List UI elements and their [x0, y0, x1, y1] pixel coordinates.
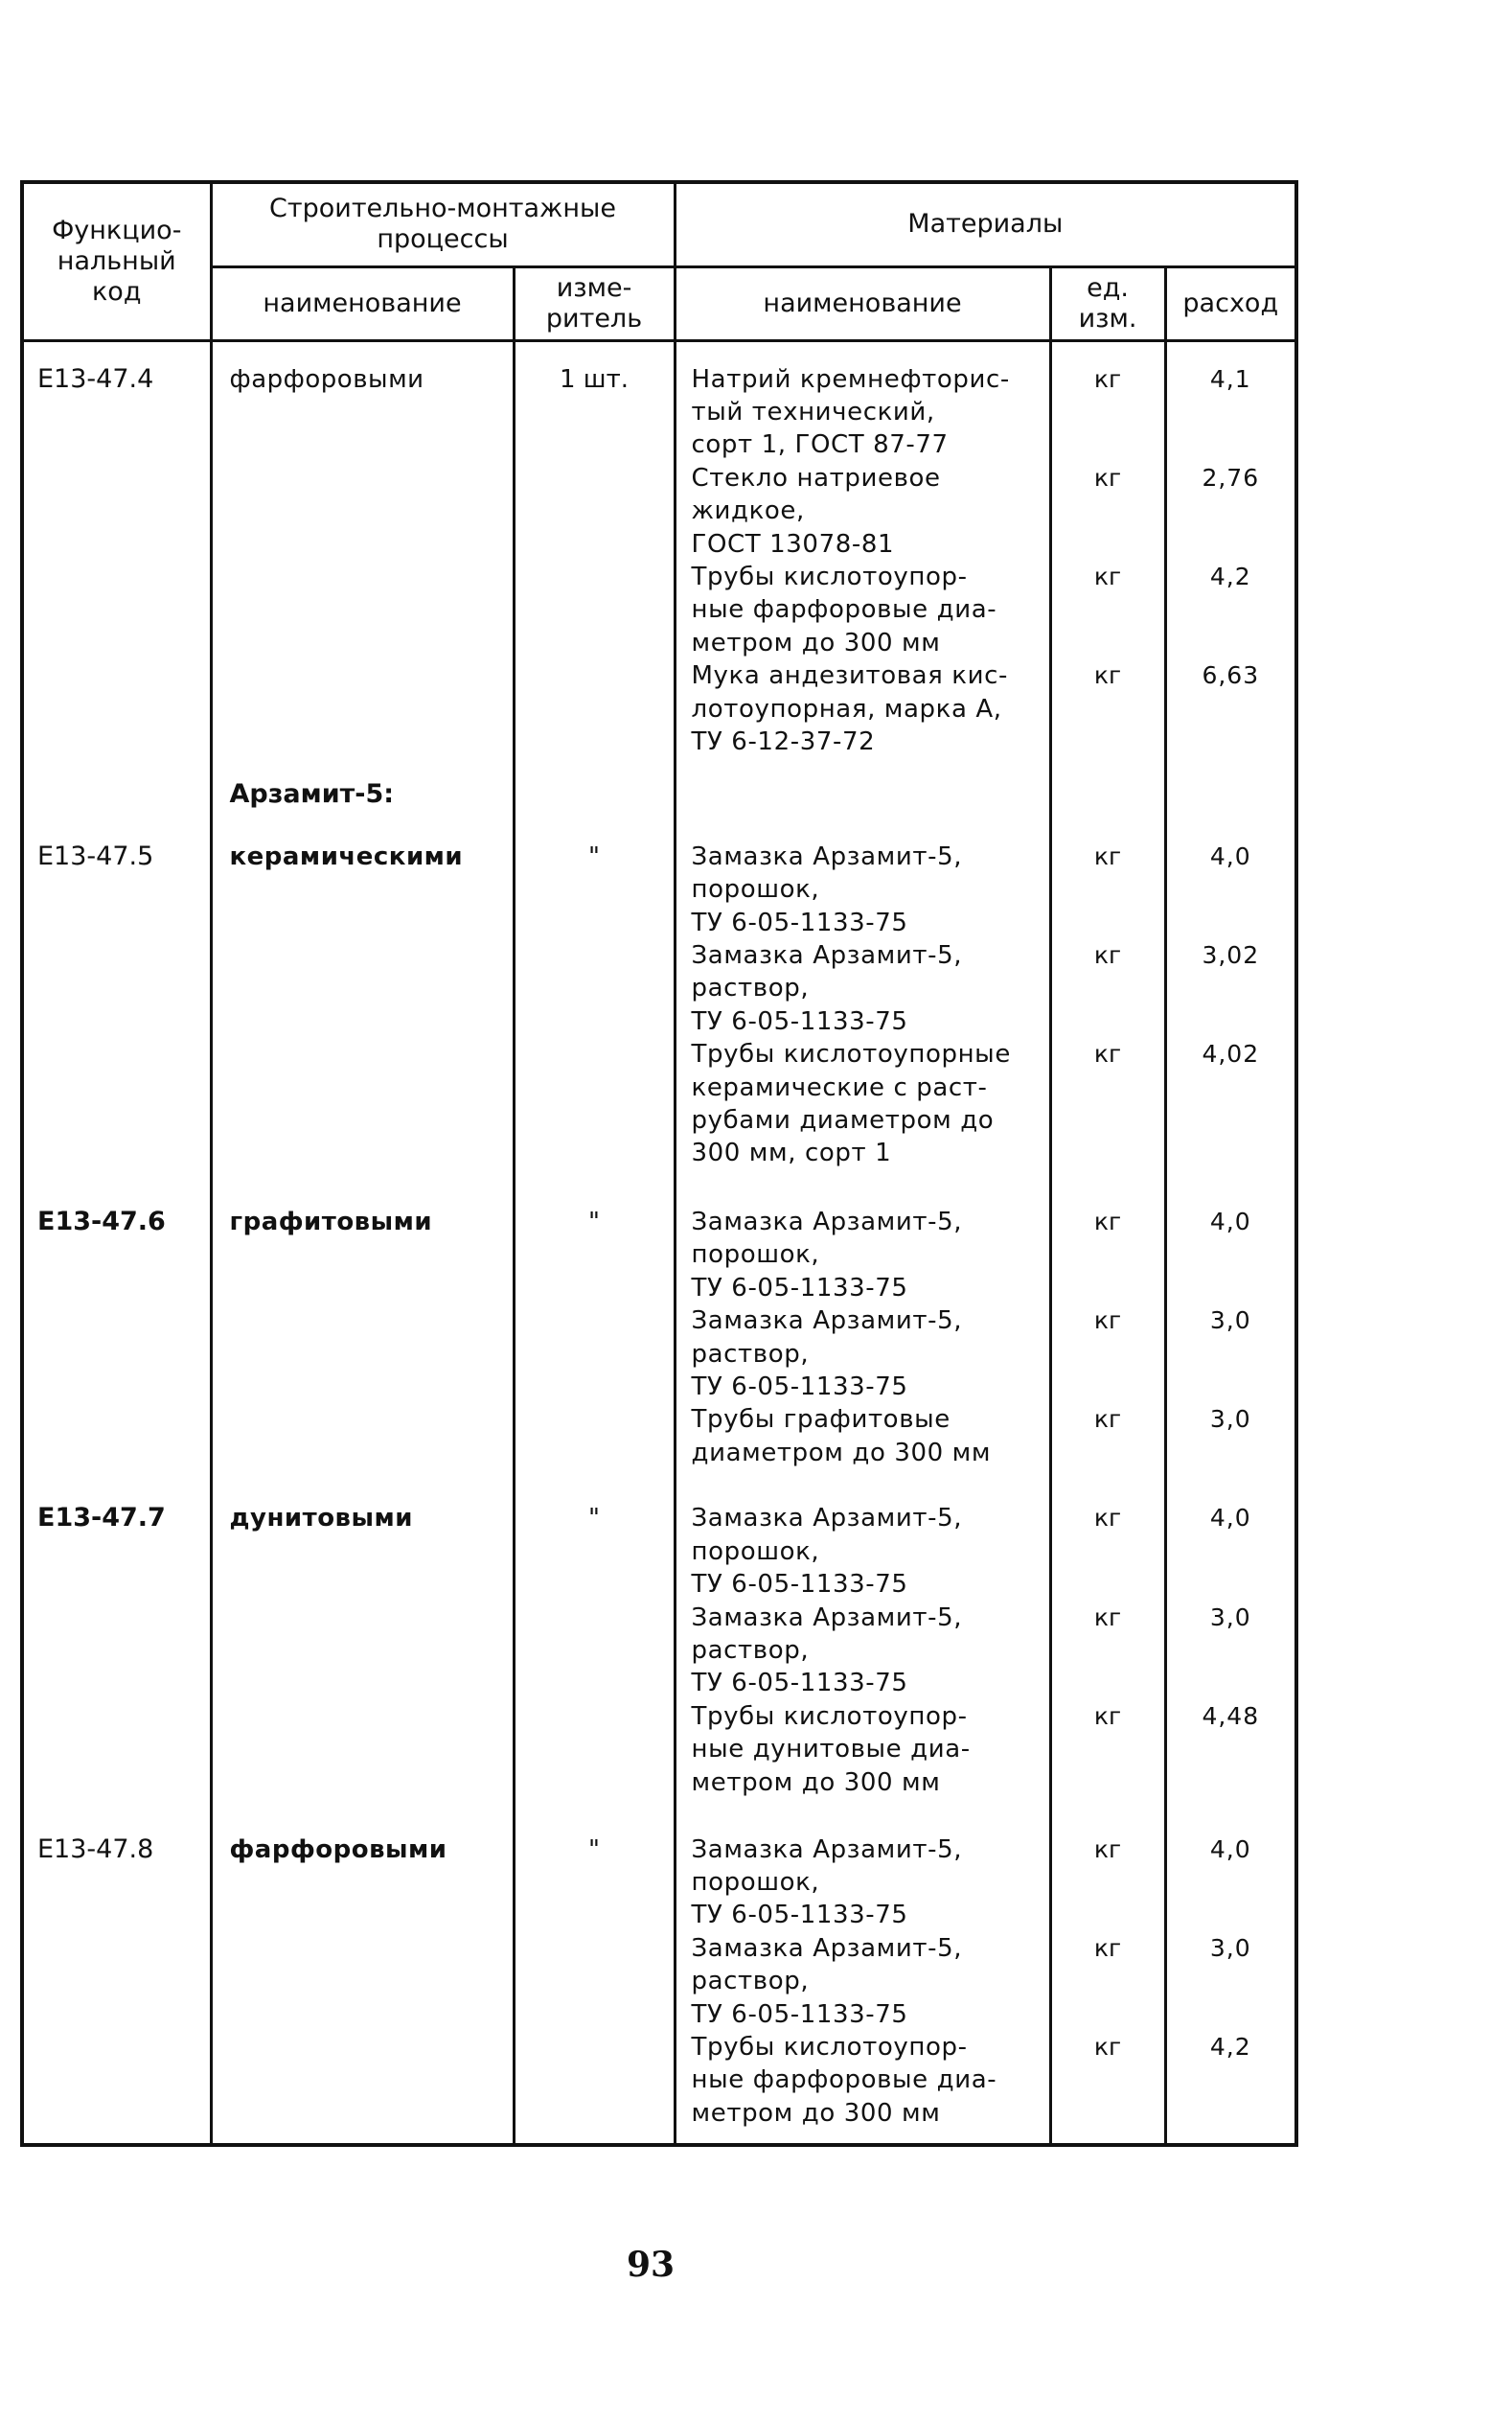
material-name-line: Замазка Арзамит-5, — [691, 1207, 963, 1236]
material-name-line: Трубы графитовые — [691, 1405, 951, 1435]
spacer — [1167, 1137, 1295, 1169]
material-name-line: Замазка Арзамит-5, — [691, 842, 963, 871]
row-quantities — [1165, 363, 1296, 776]
material-name-line: ТУ 6-12-37-72 — [691, 726, 876, 756]
spacer — [1052, 2097, 1164, 2130]
material-name-line: Трубы кислотоупор- — [691, 2033, 968, 2063]
material-unit: кг — [1093, 940, 1122, 969]
material-unit: кг — [1093, 1701, 1122, 1730]
spacer — [1052, 1137, 1164, 1169]
material-name-line: лотоупорная, марка А, — [691, 694, 1002, 724]
spacer — [1052, 528, 1164, 561]
spacer — [1167, 1998, 1295, 2031]
row-code: Е13-47.7 — [22, 1502, 211, 1811]
spacer — [1167, 1568, 1295, 1601]
row-units — [1050, 1206, 1165, 1481]
material-name-line: керамические с раст- — [691, 1072, 988, 1102]
material-name-line: порошок, — [691, 875, 820, 905]
material-unit: кг — [1093, 364, 1122, 393]
material-unit: кг — [1093, 661, 1122, 690]
material-unit: кг — [1093, 1602, 1122, 1631]
material-unit: кг — [1093, 2033, 1122, 2062]
spacer — [1052, 1535, 1164, 1568]
spacer — [1167, 1766, 1295, 1799]
material-name-line: ТУ 6-05-1133-75 — [691, 1273, 908, 1303]
row-quantities — [1165, 841, 1296, 1185]
material-name-line: ГОСТ 13078-81 — [691, 529, 895, 559]
spacer — [1167, 1371, 1295, 1403]
material-name-line: ные фарфоровые диа- — [691, 595, 997, 625]
spacer — [1052, 1766, 1164, 1799]
material-name-line: метром до 300 мм — [691, 628, 941, 657]
material-name-line: Мука андезитовая кис- — [691, 661, 1008, 691]
material-qty: 4,02 — [1202, 1040, 1260, 1069]
material-name-line: Трубы кислотоупор- — [691, 562, 968, 591]
row-materials — [675, 1833, 1050, 2143]
row-code: Е13-47.4 — [22, 363, 211, 776]
material-qty: 4,2 — [1209, 562, 1251, 590]
header-process-measure: изме-ритель — [514, 266, 675, 340]
spacer — [1052, 1899, 1164, 1931]
spacer — [1052, 396, 1164, 428]
material-name-line: ные дунитовые диа- — [691, 1735, 971, 1764]
header-material-qty: расход — [1165, 266, 1296, 340]
row-process-name: фарфоровыми — [211, 363, 514, 776]
spacer — [1167, 396, 1295, 428]
material-name-line: раствор, — [691, 974, 810, 1003]
table-body — [22, 340, 1296, 2145]
spacer — [1167, 428, 1295, 461]
material-unit: кг — [1093, 1306, 1122, 1335]
row-process-name: фарфоровыми — [211, 1833, 514, 2143]
material-name-line: Замазка Арзамит-5, — [691, 1834, 963, 1864]
material-qty: 4,0 — [1209, 1504, 1251, 1533]
material-unit: кг — [1093, 1504, 1122, 1533]
spacer — [1052, 1104, 1164, 1137]
subheader-arzamit: Арзамит-5: — [229, 778, 395, 809]
material-name-line: порошок, — [691, 1868, 820, 1897]
row-measure: 1 шт. — [514, 363, 675, 776]
table-row — [22, 1206, 1296, 1481]
spacer — [1052, 1866, 1164, 1899]
materials-table — [20, 180, 1298, 2147]
spacer — [1167, 1899, 1295, 1931]
material-name-line: ТУ 6-05-1133-75 — [691, 1570, 908, 1600]
material-unit: кг — [1093, 463, 1122, 492]
spacer — [1167, 593, 1295, 626]
spacer — [1167, 2097, 1295, 2130]
spacer — [1052, 1733, 1164, 1765]
spacer — [1167, 1634, 1295, 1667]
spacer — [1052, 1238, 1164, 1271]
material-name-line: Замазка Арзамит-5, — [691, 1602, 963, 1632]
material-name-line: ТУ 6-05-1133-75 — [691, 908, 908, 937]
row-process-name: дунитовыми — [211, 1502, 514, 1811]
spacer — [1052, 1634, 1164, 1667]
material-name-line: порошок, — [691, 1240, 820, 1270]
spacer — [1052, 1437, 1164, 1469]
spacer — [1052, 1667, 1164, 1699]
spacer — [1052, 972, 1164, 1004]
material-unit: кг — [1093, 1207, 1122, 1235]
material-name-line: метром до 300 мм — [691, 2098, 941, 2128]
spacer — [1167, 1272, 1295, 1304]
header-material-name: наименование — [675, 266, 1050, 340]
material-name-line: Замазка Арзамит-5, — [691, 1306, 963, 1336]
material-name-line: ТУ 6-05-1133-75 — [691, 1901, 908, 1930]
row-measure: " — [514, 1206, 675, 1481]
row-measure: " — [514, 841, 675, 1185]
material-qty: 3,0 — [1209, 1602, 1251, 1631]
material-name-line: ТУ 6-05-1133-75 — [691, 1669, 908, 1698]
material-qty: 4,0 — [1209, 1207, 1251, 1235]
material-qty: 4,1 — [1209, 364, 1251, 393]
spacer — [1167, 726, 1295, 758]
material-name-line: Натрий кремнефторис- — [691, 364, 1010, 394]
spacer — [1167, 1437, 1295, 1469]
spacer — [1052, 873, 1164, 906]
material-name-line: тый технический, — [691, 397, 935, 427]
material-name-line: Замазка Арзамит-5, — [691, 940, 963, 970]
material-name-line: ные фарфоровые диа- — [691, 2065, 997, 2095]
row-units — [1050, 363, 1165, 776]
material-qty: 3,0 — [1209, 1933, 1251, 1962]
spacer — [1052, 693, 1164, 726]
spacer — [1167, 528, 1295, 561]
spacer — [1052, 495, 1164, 527]
material-name-line: ТУ 6-05-1133-75 — [691, 1999, 908, 2029]
spacer — [1167, 907, 1295, 939]
row-materials — [675, 1502, 1050, 1811]
material-name-line: сорт 1, ГОСТ 87-77 — [691, 430, 949, 460]
spacer — [1052, 907, 1164, 939]
spacer — [1052, 1005, 1164, 1038]
row-materials — [675, 1206, 1050, 1481]
material-name-line: ТУ 6-05-1133-75 — [691, 1372, 908, 1401]
material-qty: 4,0 — [1209, 842, 1251, 870]
material-name-line: 300 мм, сорт 1 — [691, 1139, 892, 1168]
material-name-line: ТУ 6-05-1133-75 — [691, 1006, 908, 1036]
spacer — [1052, 1371, 1164, 1403]
spacer — [1052, 1338, 1164, 1371]
row-materials — [675, 363, 1050, 776]
spacer — [1167, 1866, 1295, 1899]
material-name-line: раствор, — [691, 1339, 810, 1369]
spacer — [1052, 428, 1164, 461]
spacer — [1052, 726, 1164, 758]
material-qty: 4,48 — [1202, 1701, 1260, 1730]
row-units — [1050, 1833, 1165, 2143]
row-quantities — [1165, 1833, 1296, 2143]
material-qty: 3,02 — [1202, 940, 1260, 969]
table-row — [22, 841, 1296, 1185]
material-name-line: раствор, — [691, 1967, 810, 1996]
material-qty: 3,0 — [1209, 1306, 1251, 1335]
material-unit: кг — [1093, 1040, 1122, 1069]
header-material-unit: ед. изм. — [1050, 266, 1165, 340]
spacer — [1167, 972, 1295, 1004]
row-process-name: графитовыми — [211, 1206, 514, 1481]
material-name-line: раствор, — [691, 1635, 810, 1665]
material-qty: 2,76 — [1202, 463, 1260, 492]
spacer — [1167, 1667, 1295, 1699]
header-processes: Строительно-монтажные процессы — [211, 182, 675, 266]
spacer — [1052, 593, 1164, 626]
spacer — [1052, 2064, 1164, 2096]
header-materials: Материалы — [675, 182, 1296, 266]
material-name-line: порошок, — [691, 1536, 820, 1566]
spacer — [1167, 2064, 1295, 2096]
spacer — [1167, 693, 1295, 726]
material-name-line: Трубы кислотоупор- — [691, 1701, 968, 1731]
spacer — [1167, 495, 1295, 527]
material-unit: кг — [1093, 562, 1122, 590]
material-unit: кг — [1093, 1933, 1122, 1962]
row-quantities — [1165, 1206, 1296, 1481]
material-name-line: диаметром до 300 мм — [691, 1438, 992, 1467]
row-units — [1050, 1502, 1165, 1811]
spacer — [1167, 1238, 1295, 1271]
material-name-line: Замазка Арзамит-5, — [691, 1504, 963, 1533]
page-number: 93 — [626, 2245, 676, 2285]
row-code: Е13-47.5 — [22, 841, 211, 1185]
material-name-line: рубами диаметром до — [691, 1106, 995, 1136]
spacer — [1167, 1005, 1295, 1038]
spacer — [1052, 1272, 1164, 1304]
spacer — [1167, 1965, 1295, 1997]
spacer — [1052, 1998, 1164, 2031]
spacer — [1167, 1535, 1295, 1568]
row-measure: " — [514, 1502, 675, 1811]
table-row — [22, 1833, 1296, 2143]
material-qty: 3,0 — [1209, 1405, 1251, 1434]
material-unit: кг — [1093, 1834, 1122, 1863]
table-row — [22, 1502, 1296, 1811]
row-code: Е13-47.8 — [22, 1833, 211, 2143]
spacer — [1052, 627, 1164, 659]
material-unit: кг — [1093, 842, 1122, 870]
table-row — [22, 363, 1296, 776]
row-materials — [675, 841, 1050, 1185]
material-name-line: метром до 300 мм — [691, 1767, 941, 1797]
header-process-name: наименование — [211, 266, 514, 340]
material-unit: кг — [1093, 1405, 1122, 1434]
spacer — [1167, 1338, 1295, 1371]
spacer — [1052, 1072, 1164, 1104]
spacer — [1167, 1072, 1295, 1104]
spacer — [1167, 1104, 1295, 1137]
header-code: Функцио-нальный код — [22, 182, 211, 340]
row-measure: " — [514, 1833, 675, 2143]
spacer — [1052, 1965, 1164, 1997]
spacer — [1167, 873, 1295, 906]
material-name-line: жидкое, — [691, 496, 805, 526]
spacer — [1167, 627, 1295, 659]
material-name-line: Замазка Арзамит-5, — [691, 1933, 963, 1963]
row-quantities — [1165, 1502, 1296, 1811]
material-qty: 6,63 — [1202, 661, 1260, 690]
material-name-line: Стекло натриевое — [691, 463, 941, 493]
row-process-name: керамическими — [211, 841, 514, 1185]
spacer — [1167, 1733, 1295, 1765]
subheader-row — [22, 776, 1296, 841]
row-units — [1050, 841, 1165, 1185]
material-name-line: Трубы кислотоупорные — [691, 1040, 1011, 1070]
material-qty: 4,0 — [1209, 1834, 1251, 1863]
material-qty: 4,2 — [1209, 2033, 1251, 2062]
row-code: Е13-47.6 — [22, 1206, 211, 1481]
spacer — [1052, 1568, 1164, 1601]
